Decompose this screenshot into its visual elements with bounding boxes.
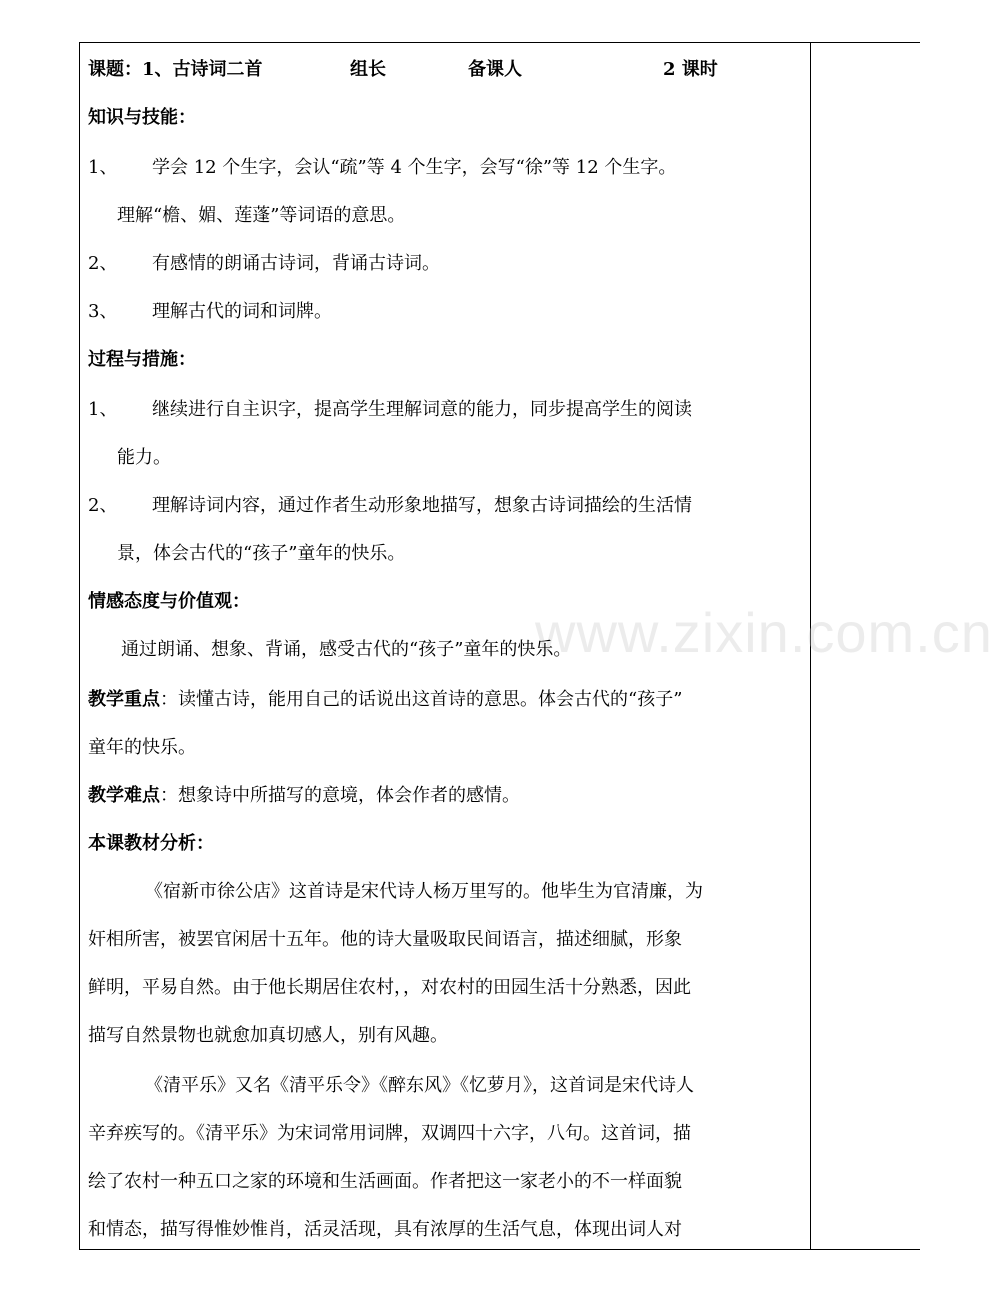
watermark: www.zixin.com.cn — [535, 601, 993, 664]
process-title: 过程与措施： — [88, 349, 196, 370]
analysis-title: 本课教材分析： — [88, 833, 214, 854]
item-number: 2、 — [88, 253, 118, 274]
lesson-header — [88, 58, 806, 82]
analysis-p1-line: 描写自然景物也就愈加真切感人，别有风趣。 — [88, 1025, 448, 1046]
knowledge-item-1 — [88, 156, 676, 180]
item-number: 1、 — [88, 157, 118, 178]
analysis-p2-line: 和情态，描写得惟妙惟肖，活灵活现，具有浓厚的生活气息，体现出词人对 — [88, 1219, 682, 1240]
difficulty — [88, 784, 520, 808]
knowledge-item-3 — [88, 300, 332, 324]
process-item-2-cont: 景，体会古代的“孩子”童年的快乐。 — [117, 543, 406, 564]
item-text: 有感情的朗诵古诗词，背诵古诗词。 — [152, 253, 440, 274]
process-item-2 — [88, 494, 692, 518]
analysis-p2-line: 《清平乐》又名《清平乐令》《醉东风》《忆萝月》，这首词是宋代诗人 — [145, 1075, 694, 1096]
knowledge-title: 知识与技能： — [88, 107, 196, 128]
item-text: 理解诗词内容，通过作者生动形象地描写，想象古诗词描绘的生活情 — [152, 495, 692, 516]
lesson-hours: 2 课时 — [663, 59, 718, 80]
knowledge-item-1-cont: 理解“檐、媚、莲蓬”等词语的意思。 — [117, 205, 406, 226]
emotion-text: 通过朗诵、想象、背诵，感受古代的“孩子”童年的快乐。 — [121, 639, 572, 660]
difficulty-label: 教学难点 — [88, 785, 160, 806]
analysis-p2-line: 辛弃疾写的。《清平乐》为宋词常用词牌，双调四十六字，八句。这首词，描 — [88, 1123, 691, 1144]
preparer-label: 备课人 — [468, 59, 522, 80]
emotion-title: 情感态度与价值观： — [88, 591, 250, 612]
lesson-topic: 课题：1、古诗词二首 — [88, 59, 263, 80]
difficulty-text: ：想象诗中所描写的意境，体会作者的感情。 — [160, 785, 520, 806]
key-point-label: 教学重点 — [88, 689, 160, 710]
process-item-1 — [88, 398, 692, 422]
key-point — [88, 688, 682, 712]
analysis-p2-line: 绘了农村一种五口之家的环境和生活画面。作者把这一家老小的不一样面貌 — [88, 1171, 682, 1192]
analysis-p1-line: 奸相所害，被罢官闲居十五年。他的诗大量吸取民间语言，描述细腻，形象 — [88, 929, 682, 950]
item-number: 2、 — [88, 495, 118, 516]
process-item-1-cont: 能力。 — [117, 447, 171, 468]
item-number: 1、 — [88, 399, 118, 420]
group-leader-label: 组长 — [350, 59, 386, 80]
item-text: 学会 12 个生字，会认“疏”等 4 个生字，会写“徐”等 12 个生字。 — [152, 157, 677, 178]
knowledge-item-2 — [88, 252, 440, 276]
analysis-p1-line: 鲜明，平易自然。由于他长期居住农村，，对农村的田园生活十分熟悉，因此 — [88, 977, 691, 998]
key-point-text: ：读懂古诗，能用自己的话说出这首诗的意思。体会古代的“孩子” — [160, 689, 683, 710]
item-text: 继续进行自主识字，提高学生理解词意的能力，同步提高学生的阅读 — [152, 399, 692, 420]
item-text: 理解古代的词和词牌。 — [152, 301, 332, 322]
item-number: 3、 — [88, 301, 118, 322]
analysis-p1-line: 《宿新市徐公店》这首诗是宋代诗人杨万里写的。他毕生为官清廉，为 — [145, 881, 703, 902]
key-point-cont: 童年的快乐。 — [88, 737, 196, 758]
